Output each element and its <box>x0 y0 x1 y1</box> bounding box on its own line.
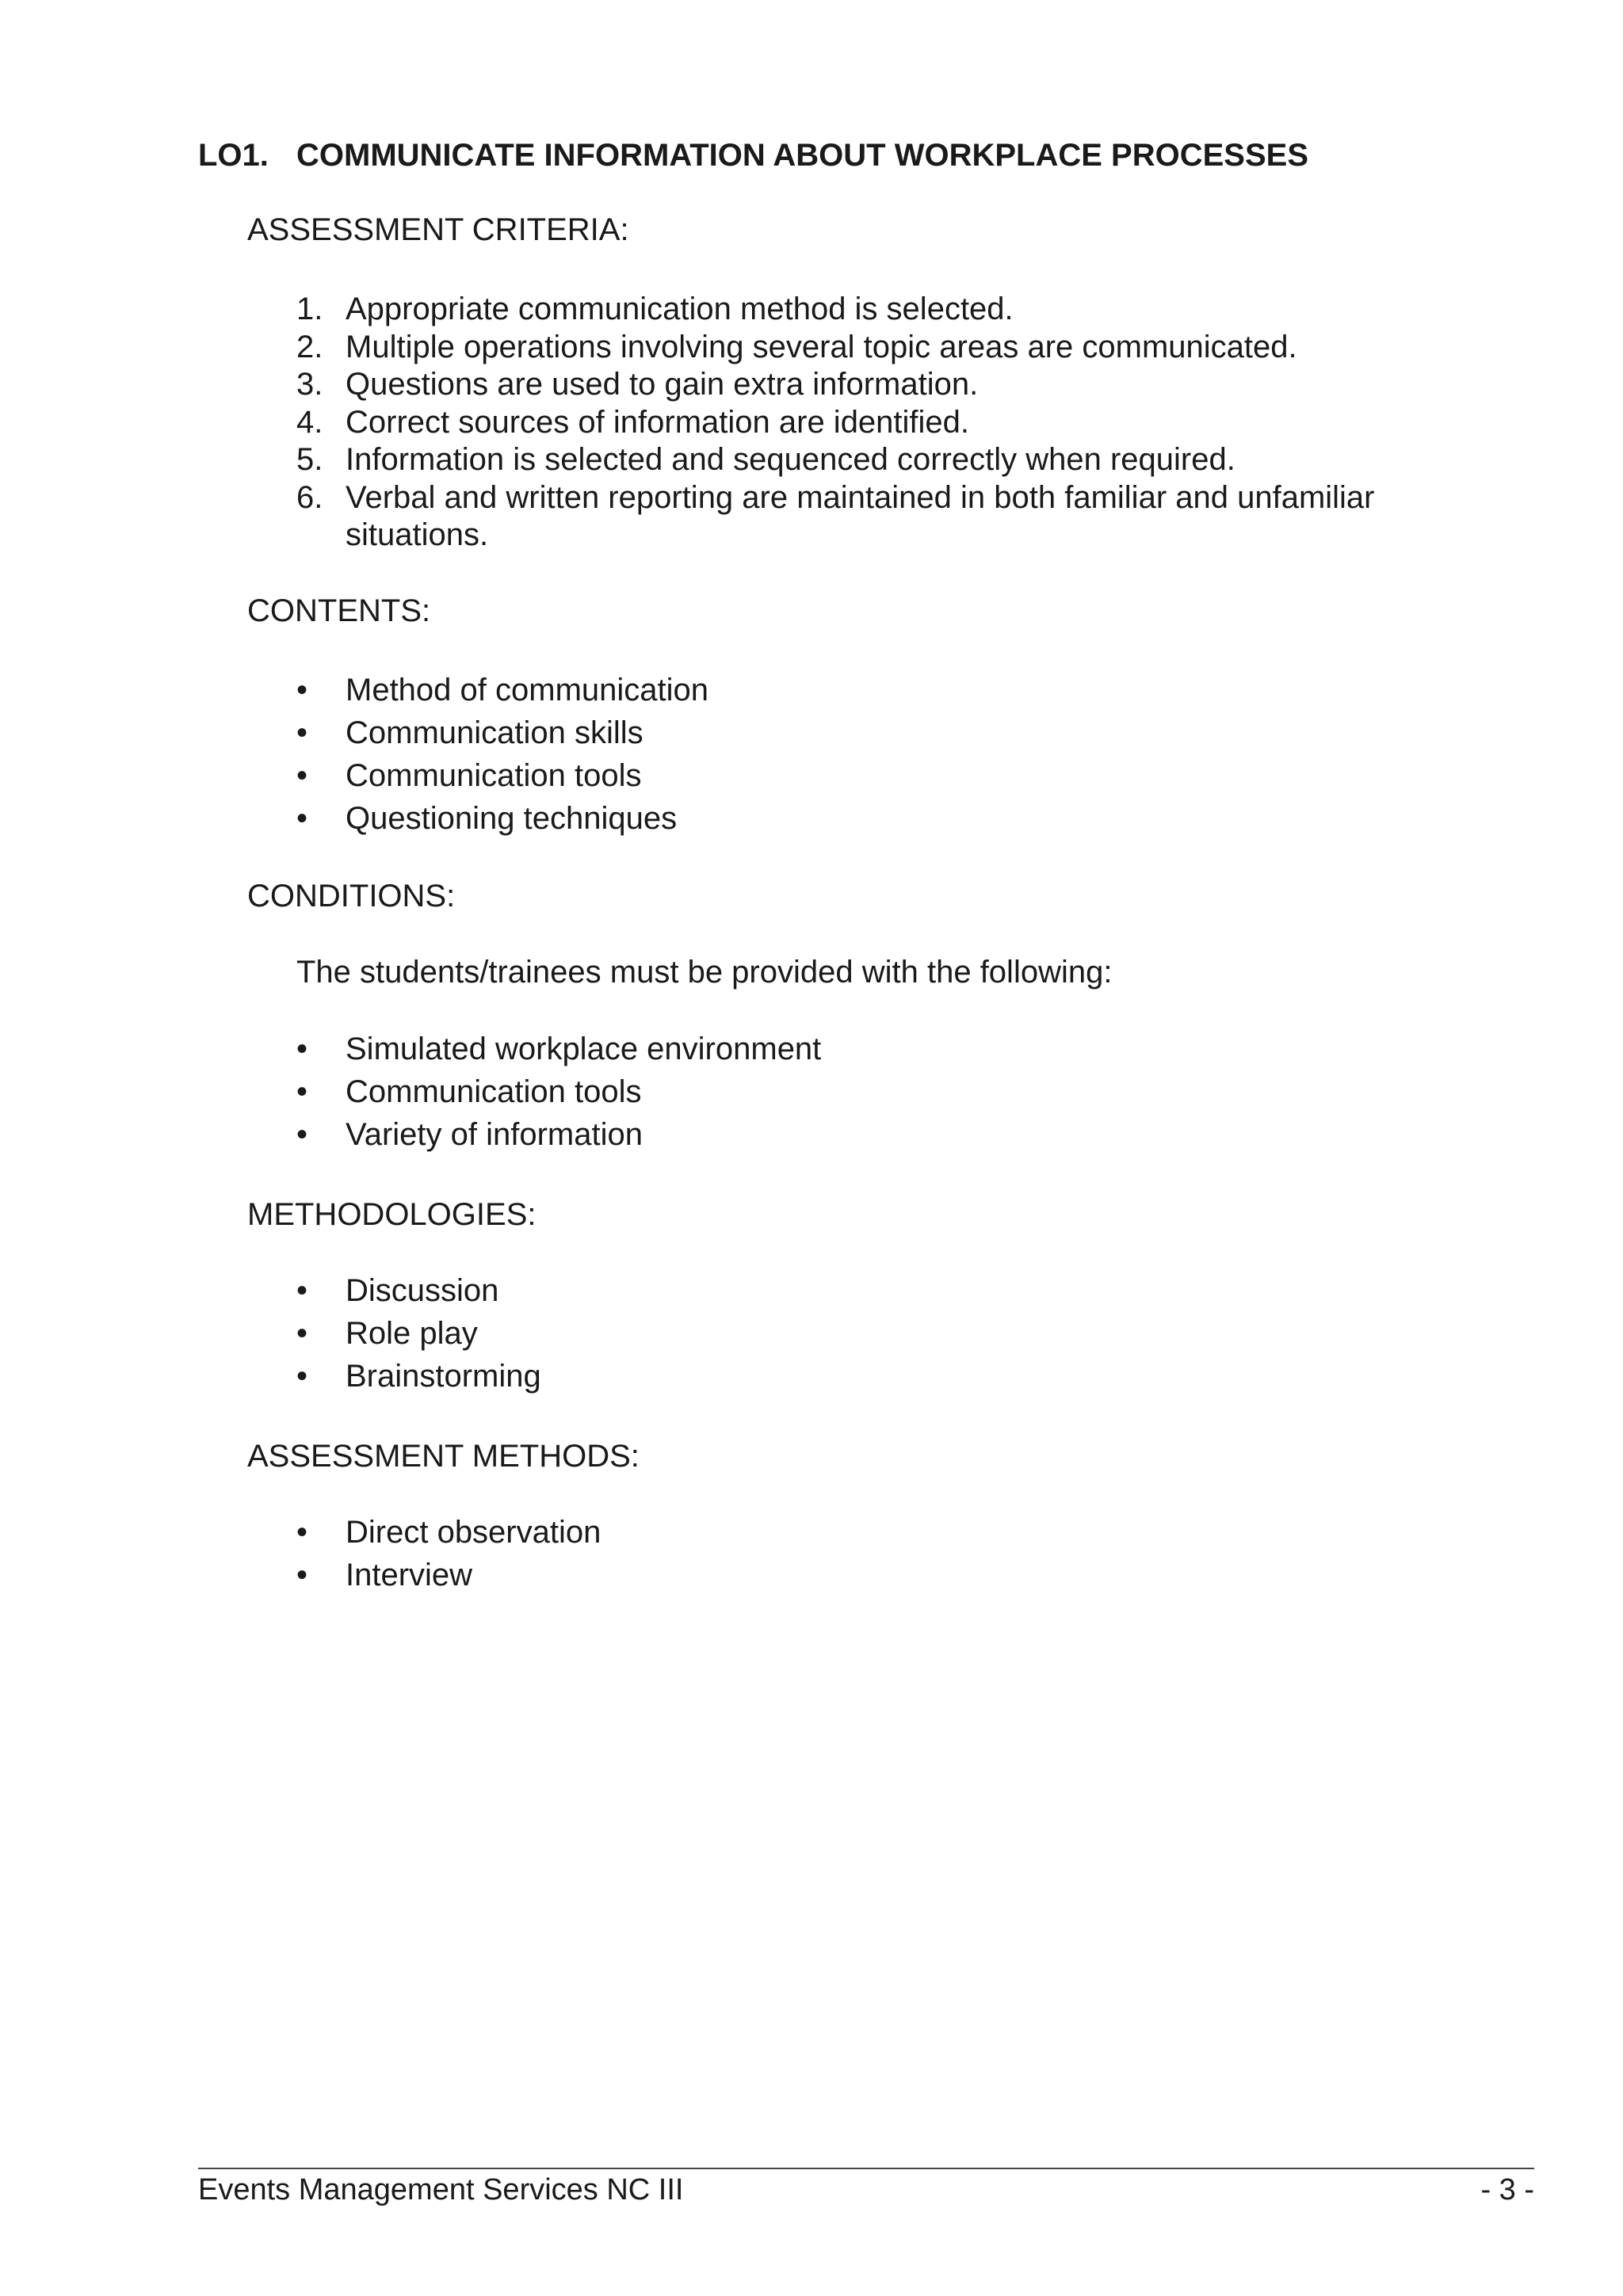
assessment-methods-heading: ASSESSMENT METHODS: <box>247 1439 640 1474</box>
conditions-heading: CONDITIONS: <box>247 879 456 913</box>
criteria-item <box>296 329 1495 367</box>
bullet-icon: • <box>296 1032 308 1066</box>
assessment-methods-item: • Interview <box>296 1554 601 1596</box>
assessment-methods-list <box>296 1511 601 1596</box>
criteria-number: 1. <box>296 292 323 326</box>
bullet-icon: • <box>296 1074 308 1109</box>
assessment-criteria-heading: ASSESSMENT CRITERIA: <box>247 212 629 247</box>
methodologies-heading: METHODOLOGIES: <box>247 1197 537 1232</box>
methodologies-item: • Discussion <box>296 1269 541 1312</box>
learning-outcome-title: COMMUNICATE INFORMATION ABOUT WORKPLACE PROCESSES <box>296 138 1309 173</box>
criteria-item <box>296 441 1495 479</box>
criteria-number: 4. <box>296 404 323 440</box>
criteria-text: Verbal and written reporting are maintained in both familiar and unfamiliar situations. <box>346 479 1375 552</box>
bullet-icon: • <box>296 1558 308 1592</box>
bullet-icon: • <box>296 801 308 836</box>
footer-divider <box>198 2168 1534 2169</box>
criteria-item <box>296 366 1495 404</box>
conditions-item: • Communication tools <box>296 1070 821 1113</box>
methodologies-item: • Brainstorming <box>296 1355 541 1398</box>
footer-document-title: Events Management Services NC III <box>198 2173 684 2206</box>
bullet-icon: • <box>296 758 308 793</box>
conditions-intro: The students/trainees must be provided with the following: <box>296 955 1113 990</box>
contents-item: • Communication skills <box>296 711 708 754</box>
learning-outcome-heading <box>198 138 1308 174</box>
contents-item: • Questioning techniques <box>296 797 708 840</box>
criteria-number: 6. <box>296 479 323 515</box>
criteria-text: Information is selected and sequenced correctly when required. <box>346 442 1235 477</box>
criteria-number: 2. <box>296 329 323 364</box>
criteria-text: Multiple operations involving several topic areas are communicated. <box>346 329 1297 364</box>
footer-page-number: - 3 - <box>1480 2173 1534 2206</box>
contents-list <box>296 669 708 840</box>
contents-item: • Communication tools <box>296 754 708 797</box>
criteria-number: 5. <box>296 442 323 477</box>
methodologies-item: • Role play <box>296 1312 541 1355</box>
bullet-icon: • <box>296 1117 308 1152</box>
bullet-icon: • <box>296 1316 308 1351</box>
contents-item: • Method of communication <box>296 669 708 711</box>
conditions-list <box>296 1028 821 1156</box>
criteria-text: Questions are used to gain extra information. <box>346 367 979 402</box>
criteria-number: 3. <box>296 367 323 402</box>
criteria-text: Appropriate communication method is selected. <box>346 292 1014 326</box>
criteria-item <box>296 479 1495 555</box>
bullet-icon: • <box>296 715 308 750</box>
criteria-text: Correct sources of information are identified. <box>346 404 970 440</box>
conditions-item: • Simulated workplace environment <box>296 1028 821 1070</box>
conditions-item: • Variety of information <box>296 1113 821 1156</box>
assessment-methods-item: • Direct observation <box>296 1511 601 1554</box>
assessment-criteria-list <box>296 291 1495 555</box>
bullet-icon: • <box>296 673 308 707</box>
bullet-icon: • <box>296 1273 308 1308</box>
criteria-item <box>296 291 1495 329</box>
criteria-item <box>296 404 1495 442</box>
learning-outcome-code: LO1. <box>198 138 269 173</box>
contents-heading: CONTENTS: <box>247 593 431 628</box>
bullet-icon: • <box>296 1515 308 1550</box>
methodologies-list <box>296 1269 541 1398</box>
bullet-icon: • <box>296 1359 308 1394</box>
